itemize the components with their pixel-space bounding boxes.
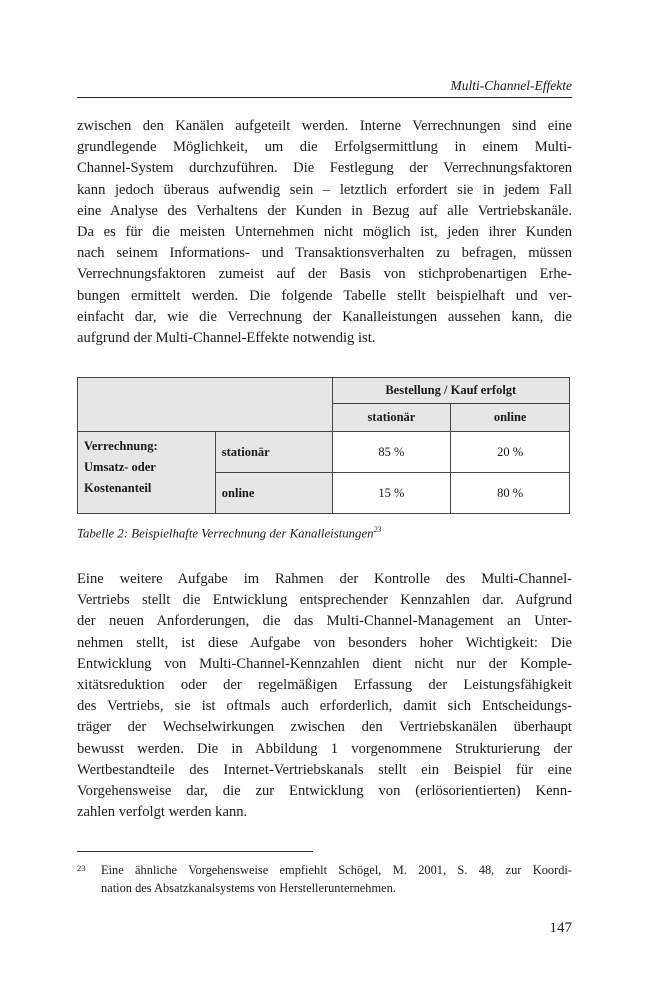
- text-line: xitätsreduktion oder der regelmäßigen Erfassung der Leistungsfähigkeit: [77, 677, 572, 694]
- text-line: Wertbestandteile des Internet-Vertriebskanals stellt ein Beispiel für eine: [77, 761, 572, 778]
- text-line: bungen ermittelt werden. Die folgende Tabelle stellt beispielhaft und ver-: [77, 287, 572, 304]
- allocation-table: [77, 377, 570, 514]
- cell-stationaer-stationaer: 85 %: [332, 432, 451, 473]
- text-line: aufgrund der Multi-Channel-Effekte notwendig ist.: [77, 330, 376, 347]
- col-group-header: Bestellung / Kauf erfolgt: [332, 378, 569, 404]
- text-line: zwischen den Kanälen aufgeteilt werden. Interne Verrechnungen sind eine: [77, 118, 572, 134]
- text-line: des Vertriebs, sie ist oftmals auch erforderlich, damit sich Entscheidungs-: [77, 698, 572, 715]
- caption-text: Tabelle 2: Beispielhafte Verrechnung der Kanalleistungen: [77, 526, 374, 541]
- empty-corner-cell: [78, 378, 333, 432]
- text-line: träger der Wechselwirkungen zwischen den Vertriebskanälen überhaupt: [77, 719, 572, 736]
- row-header-online: online: [215, 473, 332, 514]
- footnote-line: Eine ähnliche Vorgehensweise empfiehlt Schögel, M. 2001, S. 48, zur Koordi-: [101, 863, 572, 877]
- row-header-stationaer: stationär: [215, 432, 332, 473]
- text-line: Da es für die meisten Unternehmen nicht möglich ist, jeden ihrer Kunden: [77, 224, 572, 241]
- text-line: Channel-System durchzuführen. Die Festlegung der Verrechnungsfaktoren: [77, 160, 572, 177]
- col-header-online: online: [451, 404, 570, 432]
- col-header-stationaer: stationär: [332, 404, 451, 432]
- footnote-line: nation des Absatzkanalsystems von Herstellerunternehmen.: [101, 881, 396, 895]
- row-group-label-2: Umsatz- oder: [84, 460, 156, 474]
- row-group-label-3: Kostenanteil: [84, 481, 152, 495]
- text-line: Entwicklung von Multi-Channel-Kennzahlen dient nicht nur der Komple-: [77, 655, 572, 672]
- text-line: eine Analyse des Verhaltens der Kunden in Bezug auf alle Vertriebskanäle.: [77, 202, 572, 219]
- footnote-rule: [77, 851, 313, 852]
- row-group-header: [78, 432, 216, 514]
- table-row: [78, 432, 570, 473]
- text-line: grundlegende Möglichkeit, um die Erfolgsermittlung in einem Multi-: [77, 139, 572, 156]
- text-line: Vertriebs stellt die Entwicklung entsprechender Kennzahlen dar. Aufgrund: [77, 592, 572, 609]
- table-caption: [77, 525, 382, 541]
- row-group-label-1: Verrechnung:: [84, 439, 158, 453]
- header-rule: [77, 97, 572, 98]
- text-line: nehmen stellt, ist diese Aufgabe von besonders hoher Wichtigkeit: Die: [77, 634, 572, 651]
- text-line: Verrechnungsfaktoren zumeist auf der Basis von stichprobenartigen Erhe-: [77, 266, 572, 283]
- text-line: bewusst werden. Die in Abbildung 1 vorgenommene Strukturierung der: [77, 740, 572, 757]
- text-line: nach seinem Informations- und Transaktionsverhalten zu befragen, müssen: [77, 245, 572, 262]
- text-line: der neuen Anforderungen, die das Multi-Channel-Management an Unter-: [77, 613, 572, 630]
- footnote-ref: 23: [373, 525, 382, 534]
- footnote-number: 23: [77, 863, 86, 873]
- text-line: kann jedoch überaus aufwendig sein – letztlich erfordert sie in jedem Fall: [77, 181, 572, 198]
- paragraph-2: [77, 569, 572, 823]
- cell-online-online: 80 %: [451, 473, 570, 514]
- text-line: zahlen verfolgt werden kann.: [77, 804, 248, 821]
- table-row: [78, 378, 570, 404]
- paragraph-1: [77, 116, 572, 349]
- running-header: Multi-Channel-Effekte: [450, 78, 572, 93]
- footnote: [77, 861, 572, 897]
- text-line: Eine weitere Aufgabe im Rahmen der Kontrolle des Multi-Channel-: [77, 571, 572, 587]
- text-line: einfacht dar, wie die Verrechnung der Kanalleistungen aussehen kann, die: [77, 308, 572, 325]
- cell-online-stationaer: 15 %: [332, 473, 451, 514]
- cell-stationaer-online: 20 %: [451, 432, 570, 473]
- page-number: 147: [549, 920, 572, 936]
- text-line: Vorgehensweise dar, die zur Entwicklung von (erlösorientierten) Kenn-: [77, 783, 572, 800]
